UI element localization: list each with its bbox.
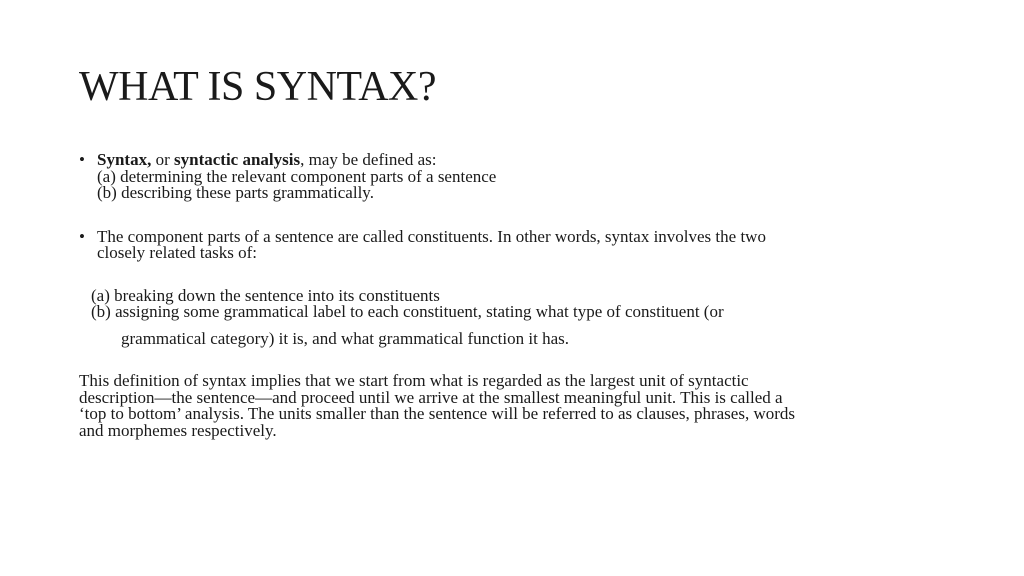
bold-term-syntactic-analysis: syntactic analysis [174, 150, 301, 169]
paragraph-line-4: and morphemes respectively. [79, 420, 277, 440]
bold-term-syntax: Syntax, [97, 150, 152, 169]
slide-body [79, 152, 959, 439]
paragraph-line-2: description—the sentence—and proceed until we arrive at the smallest meaningful unit. This is called a [79, 387, 783, 407]
paragraph-line-3: ‘top to bottom’ analysis. The units smaller than the sentence will be referred to as clauses, phrases, words [79, 404, 796, 423]
definition-text: , may be defined as: [300, 150, 437, 169]
constituents-line-1: The component parts of a sentence are called constituents. In other words, syntax involves the two [97, 226, 766, 246]
task-item-b: (b) assigning some grammatical label to each constituent, stating what type of constituent (or [91, 302, 724, 321]
summary-paragraph [79, 373, 959, 439]
bullet-dot: • [79, 150, 85, 169]
bullet-syntax-definition [79, 152, 959, 202]
task-item-a: (a) breaking down the sentence into its constituents [91, 285, 440, 305]
bullet-dot: • [79, 226, 85, 246]
slide-title: WHAT IS SYNTAX? [79, 64, 437, 110]
connector-text: or [151, 150, 174, 169]
bullet-constituents [79, 226, 959, 262]
task-item-b-continued: grammatical category) it is, and what grammatical function it has. [121, 328, 569, 348]
constituents-line-2: closely related tasks of: [97, 243, 258, 262]
definition-item-b: (b) describing these parts grammatically. [97, 183, 374, 202]
paragraph-line-1: This definition of syntax implies that we start from what is regarded as the largest unit of syntactic [79, 371, 749, 390]
definition-item-a: (a) determining the relevant component parts of a sentence [97, 166, 497, 186]
tasks-list [79, 285, 959, 348]
